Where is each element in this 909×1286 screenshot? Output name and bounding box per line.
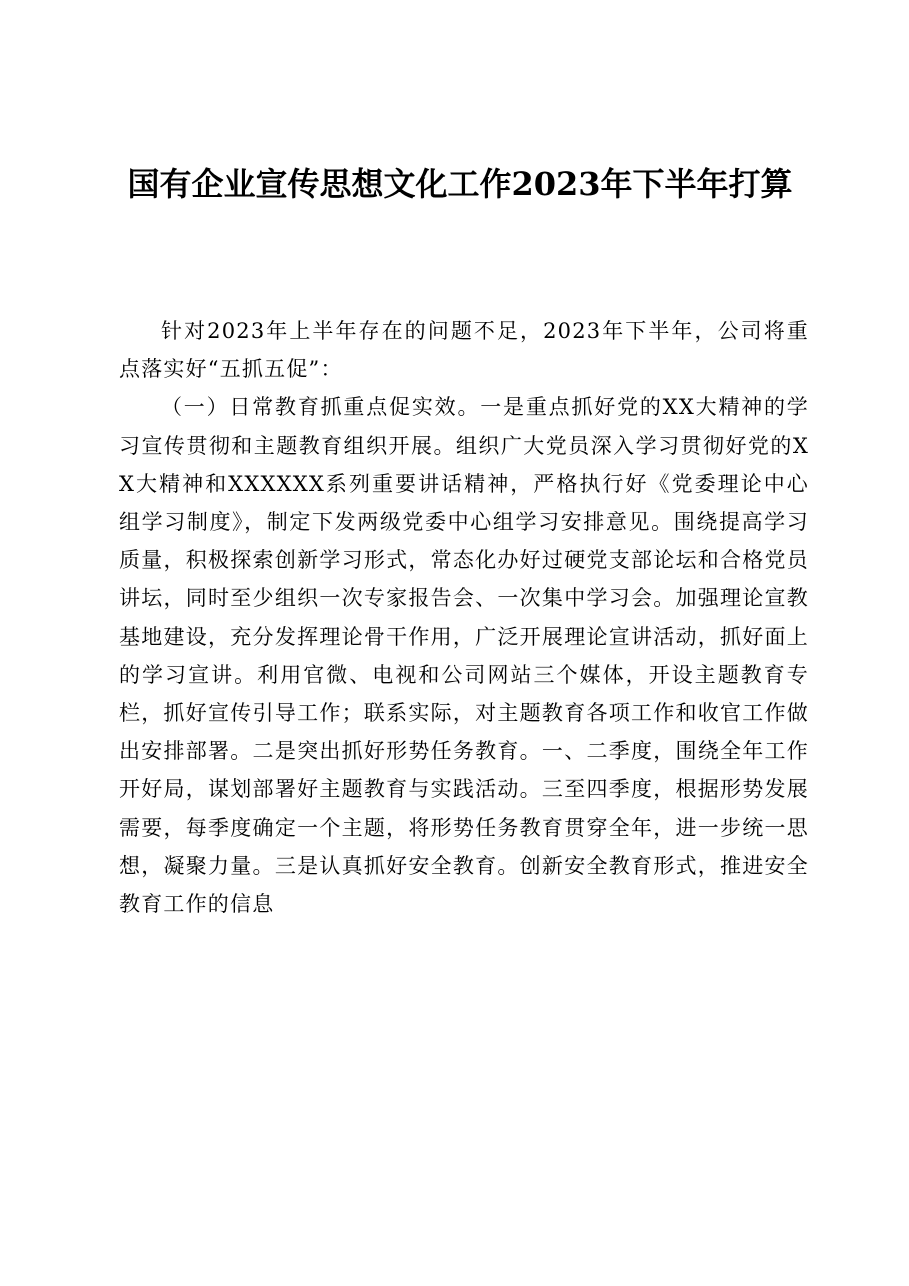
document-body	[119, 312, 809, 923]
paragraph-intro: 针对2023年上半年存在的问题不足，2023年下半年，公司将重点落实好“五抓五促”：	[119, 319, 809, 382]
document-title: 国有企业宣传思想文化工作2023年下半年打算	[127, 165, 793, 203]
paragraph-section-one: （一）日常教育抓重点促实效。一是重点抓好党的XX大精神的学习宣传贯彻和主题教育组织开展。组织广大党员深入学习贯彻好党的XX大精神和XXXXXX系列重要讲话精神，严格执行好《党委理论中心组学习制度》，制定下发两级党委中心组学习安排意见。围绕提高学习质量，积极探索创新学习形式，常态化办好过硬党支部论坛和合格党员讲坛，同时至少组织一次专家报告会、一次集中学习会。加强理论宣教基地建设，充分发挥理论骨干作用，广泛开展理论宣讲活动，抓好面上的学习宣讲。利用官微、电视和公司网站三个媒体，开设主题教育专栏，抓好宣传引导工作；联系实际，对主题教育各项工作和收官工作做出安排部署。二是突出抓好形势任务教育。一、二季度，围绕全年工作开好局，谋划部署好主题教育与实践活动。三至四季度，根据形势发展需要，每季度确定一个主题，将形势任务教育贯穿全年，进一步统一思想，凝聚力量。三是认真抓好安全教育。创新安全教育形式，推进安全教育工作的信息	[119, 395, 809, 917]
